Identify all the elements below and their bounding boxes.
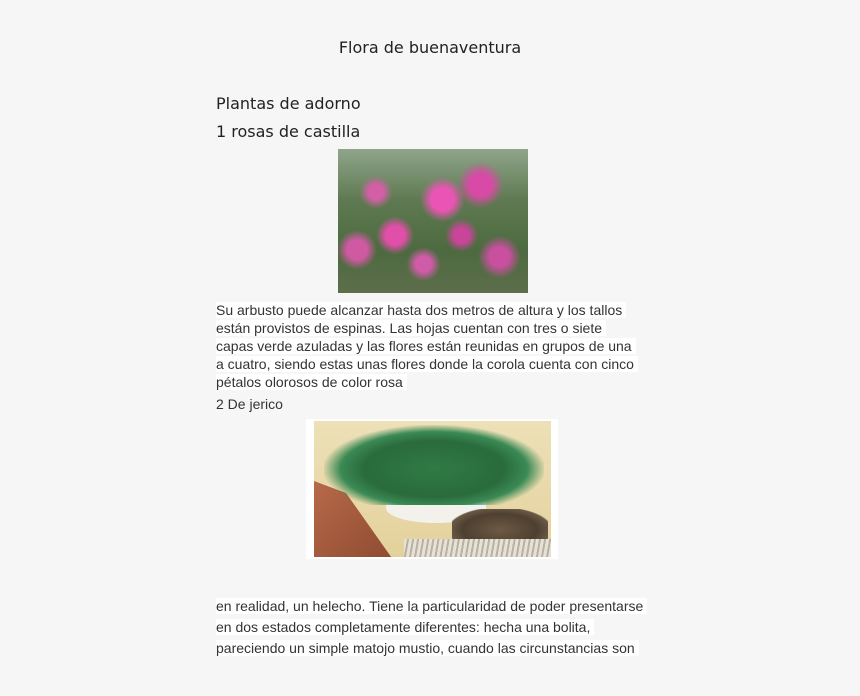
- section-heading: Plantas de adorno: [216, 94, 361, 113]
- text-line: en realidad, un helecho. Tiene la particularidad de poder presentarse: [216, 598, 647, 614]
- text-line: en dos estados completamente diferentes: hecha una bolita,: [216, 619, 594, 635]
- item-heading-rosas: 1 rosas de castilla: [216, 122, 361, 141]
- text-line: pétalos olorosos de color rosa: [216, 374, 407, 390]
- page-title: Flora de buenaventura: [338, 38, 522, 57]
- text-line: están provistos de espinas. Las hojas cuentan con tres o siete: [216, 320, 606, 336]
- rose-of-jericho-image: [314, 421, 551, 557]
- image-detail: [324, 425, 544, 505]
- item-heading-jerico: [216, 396, 656, 412]
- item-heading-text: 2 De jerico: [216, 396, 283, 412]
- rosas-description: [216, 301, 656, 391]
- rose-bush-image: [338, 149, 528, 293]
- text-line: capas verde azuladas y las flores están reunidas en grupos de una: [216, 338, 636, 354]
- text-line: a cuatro, siendo estas unas flores donde la corola cuenta con cinco: [216, 356, 638, 372]
- jerico-description: [216, 596, 656, 659]
- image-detail: [404, 539, 551, 557]
- text-line: pareciendo un simple matojo mustio, cuando las circunstancias son: [216, 640, 639, 656]
- text-line: Su arbusto puede alcanzar hasta dos metros de altura y los tallos: [216, 302, 626, 318]
